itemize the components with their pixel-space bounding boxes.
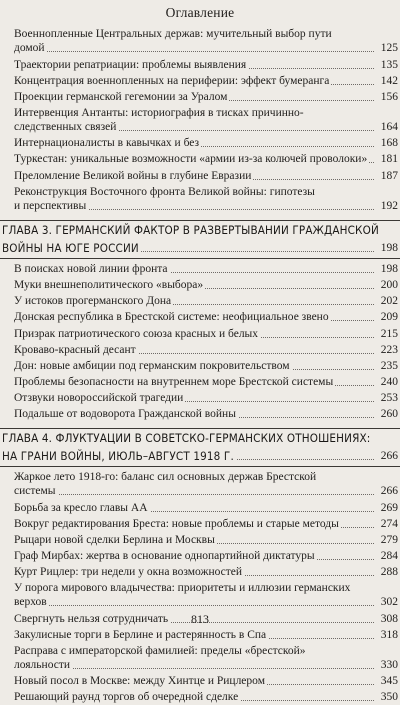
entry-last-line — [14, 375, 398, 389]
entry-page-number: 279 — [375, 533, 398, 547]
entry-title-line: Туркестан: уникальные возможности «армии из-за колючей проволоки» — [14, 153, 368, 166]
entry-page-number: 260 — [375, 407, 398, 421]
entry-last-line — [14, 391, 398, 405]
entry-title-line: и перспективы — [14, 199, 87, 212]
entry-title-line: Вокруг редактирования Бреста: новые проблемы и старые методы — [14, 517, 339, 530]
entry-last-line — [14, 690, 398, 704]
entry-title-line: Новый посол в Москве: между Хинтце и Рицлером — [14, 675, 265, 688]
entry-page-number: 269 — [375, 501, 398, 515]
entry-last-line — [14, 658, 398, 672]
entry-last-line — [14, 278, 398, 292]
entry-title-line: Интернационалисты в кавычках и без — [14, 137, 200, 150]
entry-last-line — [14, 359, 398, 373]
entry-page-number: 125 — [375, 41, 398, 55]
entry-title-line: Концентрация военнопленных на периферии: эффект бумеранга — [14, 74, 330, 87]
page-header: Оглавление — [165, 5, 235, 20]
entry-title-line: Кроваво-красный десант — [14, 343, 136, 356]
entry-title-line: Муки внешнеполитического «выбора» — [14, 279, 204, 292]
entry-page-number: 187 — [375, 169, 398, 183]
entry-page-number: 164 — [375, 120, 398, 134]
entry-page-number: 318 — [375, 628, 398, 642]
chapter-page-number: 198 — [375, 241, 398, 255]
entry-title-line: домой — [14, 42, 45, 55]
entry-page-number: 274 — [375, 517, 398, 531]
entry-last-line — [14, 343, 398, 357]
entry-title-line: Реконструкция Восточного фронта Великой войны: гипотезы — [14, 185, 315, 198]
entry-last-line — [14, 74, 398, 88]
entry-title-line: Проекции германской гегемонии за Уралом — [14, 90, 228, 103]
entry-title-line: Расправа с императорской фамилией: пределы «брестской» — [14, 644, 306, 657]
entry-title-line: Интервенция Антанты: историография в тисках причинно- — [14, 106, 304, 119]
entry-page-number: 156 — [375, 90, 398, 104]
chapter-rule-bottom — [0, 258, 400, 259]
entry-page-number: 330 — [375, 658, 398, 672]
entry-page-number: 209 — [375, 310, 398, 324]
entry-title-line: Преломление Великой войны в глубине Евразии — [14, 169, 252, 182]
entry-last-line — [14, 169, 398, 183]
entry-last-line — [14, 58, 398, 72]
entry-page-number: 345 — [375, 674, 398, 688]
entry-title-line: У порога мирового владычества: приоритеты и иллюзии германских — [14, 582, 351, 595]
entry-last-line — [14, 294, 398, 308]
entry-page-number: 288 — [375, 565, 398, 579]
entry-title-line: следственных связей — [14, 121, 117, 134]
chapter-title-line-2 — [2, 449, 398, 463]
entry-page-number: 142 — [375, 74, 398, 88]
entry-last-line — [14, 327, 398, 341]
chapter-title-line-1: ГЛАВА 4. ФЛУКТУАЦИИ В СОВЕТСКО-ГЕРМАНСКИХ ОТНОШЕНИЯХ: — [2, 431, 371, 446]
entry-page-number: 202 — [375, 294, 398, 308]
entry-title-line: Граф Мирбах: жертва в основание однопартийной диктатуры — [14, 549, 315, 562]
chapter-title-text: ВОЙНЫ НА ЮГЕ РОССИИ — [2, 241, 139, 256]
entry-title-line: верхов — [14, 596, 47, 609]
entry-page-number: 235 — [375, 359, 398, 373]
entry-page-number: 284 — [375, 549, 398, 563]
entry-last-line — [14, 595, 398, 609]
entry-title-line: Траектории репатриации: проблемы выявления — [14, 58, 247, 71]
entry-page-number: 198 — [375, 262, 398, 276]
entry-last-line — [14, 120, 398, 134]
entry-page-number: 192 — [375, 199, 398, 213]
chapter-rule-top — [0, 220, 400, 221]
entry-page-number: 223 — [375, 343, 398, 357]
entry-page-number: 308 — [375, 612, 398, 626]
chapter-title-text: НА ГРАНИ ВОЙНЫ, ИЮЛЬ–АВГУСТ 1918 Г. — [2, 449, 234, 464]
entry-title-line: Курт Рицлер: три недели у окна возможностей — [14, 566, 243, 578]
entry-page-number: 350 — [375, 690, 398, 704]
entry-title-line: Борьба за кресло главы АА — [14, 501, 148, 514]
entry-title-line: В поисках новой линии фронта — [14, 263, 168, 276]
entry-title-line: Жаркое лето 1918-го: баланс сил основных держав Брестской — [14, 471, 317, 484]
entry-page-number: 266 — [375, 484, 398, 498]
entry-last-line — [14, 565, 398, 579]
entry-last-line — [14, 199, 398, 213]
entry-title-line: Дон: новые амбиции под германским покровительством — [14, 359, 290, 372]
entry-last-line — [14, 501, 398, 515]
entry-last-line — [14, 262, 398, 276]
dot-leader — [14, 50, 398, 52]
entry-last-line — [14, 407, 398, 421]
entry-page-number: 200 — [375, 278, 398, 292]
entry-page-number: 240 — [375, 375, 398, 389]
entry-page-number: 168 — [375, 136, 398, 150]
entry-title-line: Донская республика в Брестской системе: неофициальное звено — [14, 311, 329, 324]
entry-last-line — [14, 136, 398, 150]
chapter-rule-bottom — [0, 466, 400, 467]
entry-title-line: У истоков прогерманского Дона — [14, 295, 172, 308]
entry-last-line — [14, 549, 398, 563]
entry-page-number: 215 — [375, 327, 398, 341]
entry-title-line: лояльности — [14, 659, 71, 672]
entry-last-line — [14, 674, 398, 688]
entry-page-number: 302 — [375, 595, 398, 609]
entry-title-line: Рыцари новой сделки Берлина и Москвы — [14, 533, 215, 546]
entry-last-line — [14, 41, 398, 55]
entry-title-line: Подальше от водоворота Гражданской войны — [14, 408, 236, 420]
entry-last-line — [14, 152, 398, 166]
entry-last-line — [14, 484, 398, 498]
entry-last-line — [14, 533, 398, 547]
chapter-page-number: 266 — [375, 449, 398, 463]
entry-title-line: Отзвуки новороссийской трагедии — [14, 391, 184, 404]
entry-title-line: Военнопленные Центральных держав: мучительный выбор пути — [14, 28, 332, 40]
entry-title-line: Закулисные торги в Берлине и растерянность в Спа — [14, 628, 267, 641]
entry-last-line — [14, 90, 398, 104]
entry-title-line: Свергнуть нельзя сотрудничать — [14, 612, 169, 625]
chapter-title-line-2 — [2, 241, 398, 255]
page-number: 813 — [191, 612, 209, 626]
entry-page-number: 135 — [375, 58, 398, 72]
entry-title-line: Призрак патриотического союза красных и белых — [14, 327, 259, 340]
chapter-title-line-1: ГЛАВА 3. ГЕРМАНСКИЙ ФАКТОР В РАЗВЕРТЫВАНИИ ГРАЖДАНСКОЙ — [2, 223, 379, 238]
dot-leader — [14, 493, 398, 495]
entry-page-number: 181 — [375, 152, 398, 166]
entry-title-line: Проблемы безопасности на внутреннем море Брестской системы — [14, 375, 334, 388]
entry-last-line — [14, 517, 398, 531]
entry-last-line — [14, 310, 398, 324]
entry-title-line: системы — [14, 485, 56, 498]
dot-leader — [14, 604, 398, 606]
entry-page-number: 253 — [375, 391, 398, 405]
chapter-rule-top — [0, 428, 400, 429]
entry-title-line: Решающий раунд торгов об очередной сделке — [14, 691, 239, 704]
